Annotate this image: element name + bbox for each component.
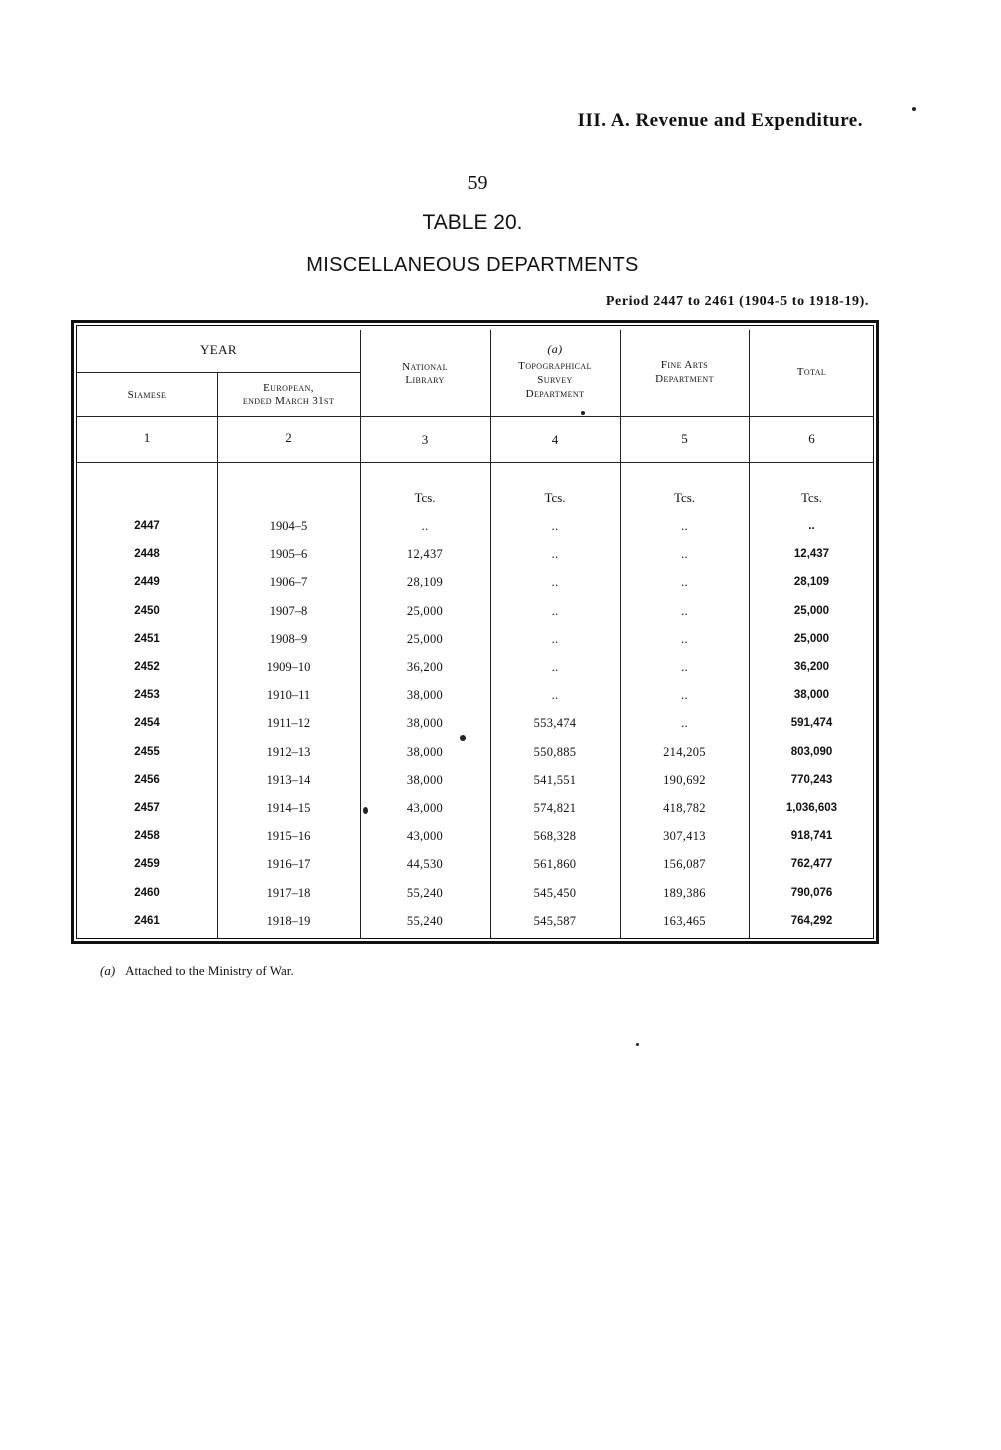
cell-total: 1,036,603 xyxy=(785,802,838,814)
section-title: III. A. Revenue and Expenditure. xyxy=(577,110,863,131)
header-national-line2: Library xyxy=(405,374,445,386)
cell-total: 12,437 xyxy=(793,548,830,561)
cell-european: 1913–14 xyxy=(266,772,311,787)
cell-topo: .. xyxy=(551,575,559,590)
cell-total: 764,292 xyxy=(790,914,833,927)
cell-european: 1906–7 xyxy=(269,575,308,590)
cell-national: 38,000 xyxy=(406,744,444,759)
cell-siamese: 2456 xyxy=(134,773,160,786)
cell-topo: .. xyxy=(551,519,559,533)
cell-fine: 156,087 xyxy=(663,857,706,872)
cell-fine: 307,413 xyxy=(663,829,706,844)
cell-european: 1909–10 xyxy=(266,660,311,674)
cell-total: 591,474 xyxy=(790,717,833,730)
cell-total: 762,477 xyxy=(790,858,833,871)
cell-total: .. xyxy=(808,520,815,532)
period-caption: Period 2447 to 2461 (1904-5 to 1918-19). xyxy=(605,294,869,309)
cell-total: 36,200 xyxy=(793,661,830,673)
header-fine-arts-line2: Department xyxy=(655,373,714,385)
column-number: 3 xyxy=(421,432,429,447)
unit-label: Tcs. xyxy=(414,490,436,505)
cell-topo: 545,450 xyxy=(533,885,577,900)
cell-fine: .. xyxy=(681,547,688,562)
cell-european: 1904–5 xyxy=(269,519,308,533)
column-number: 2 xyxy=(285,430,292,445)
scan-speck xyxy=(636,1043,639,1046)
cell-european: 1908–9 xyxy=(269,631,308,646)
cell-siamese: 2459 xyxy=(134,858,160,871)
cell-topo: 541,551 xyxy=(533,772,577,787)
scan-speck xyxy=(460,735,466,741)
header-topo-note-mark: (a) xyxy=(547,342,563,356)
cell-total: 803,090 xyxy=(790,745,833,758)
cell-topo: 553,474 xyxy=(533,716,577,731)
cell-siamese: 2460 xyxy=(134,886,160,899)
unit-label: Tcs. xyxy=(800,490,823,505)
cell-fine: .. xyxy=(681,688,688,703)
cell-european: 1914–15 xyxy=(266,801,311,815)
cell-national: 36,200 xyxy=(406,660,444,674)
cell-siamese: 2448 xyxy=(134,548,160,561)
cell-fine: .. xyxy=(681,631,688,646)
cell-fine: .. xyxy=(681,575,688,590)
cell-fine: .. xyxy=(681,660,688,674)
cell-european: 1915–16 xyxy=(266,829,311,844)
cell-topo: .. xyxy=(551,547,559,562)
scan-speck xyxy=(912,107,916,111)
cell-national: 38,000 xyxy=(406,688,444,703)
table-rule xyxy=(77,462,874,463)
footnote xyxy=(100,963,294,979)
table-rule xyxy=(77,416,874,417)
unit-label: Tcs. xyxy=(544,490,566,505)
column-number: 5 xyxy=(681,431,688,446)
cell-total: 25,000 xyxy=(793,632,830,645)
header-year: YEAR xyxy=(200,342,237,357)
cell-fine: 189,386 xyxy=(663,885,706,900)
cell-european: 1907–8 xyxy=(269,603,308,618)
cell-european: 1910–11 xyxy=(266,688,311,703)
column-number: 1 xyxy=(143,430,151,445)
table-rule xyxy=(217,372,218,938)
column-number: 4 xyxy=(551,432,559,447)
header-total: Total xyxy=(796,366,827,378)
cell-topo: 561,860 xyxy=(533,857,577,872)
cell-total: 918,741 xyxy=(790,830,833,843)
cell-siamese: 2451 xyxy=(134,632,160,645)
cell-topo: .. xyxy=(551,631,559,646)
cell-topo: 574,821 xyxy=(533,801,577,815)
cell-total: 38,000 xyxy=(793,689,830,702)
cell-total: 770,243 xyxy=(790,773,833,786)
cell-siamese: 2453 xyxy=(134,689,160,702)
scan-speck xyxy=(363,807,368,814)
cell-topo: 568,328 xyxy=(533,829,577,844)
cell-siamese: 2455 xyxy=(134,745,160,758)
cell-national: 43,000 xyxy=(406,801,444,815)
cell-national: 12,437 xyxy=(406,547,444,562)
cell-european: 1918–19 xyxy=(266,913,311,928)
cell-national: .. xyxy=(421,519,429,533)
cell-fine: 163,465 xyxy=(663,913,706,928)
header-topo-line2: Survey xyxy=(537,374,573,386)
cell-siamese: 2454 xyxy=(134,717,160,730)
cell-topo: .. xyxy=(551,660,559,674)
cell-total: 25,000 xyxy=(793,604,830,617)
footnote-text: Attached to the Ministry of War. xyxy=(125,963,294,978)
table-title: TABLE 20. xyxy=(422,211,523,234)
cell-topo: 545,587 xyxy=(533,913,577,928)
header-fine-arts-line1: Fine Arts xyxy=(660,359,709,371)
header-topo-line3: Department xyxy=(525,388,585,400)
cell-european: 1912–13 xyxy=(266,744,311,759)
cell-national: 28,109 xyxy=(406,575,444,590)
scan-speck xyxy=(581,411,585,415)
cell-siamese: 2452 xyxy=(134,661,160,673)
cell-european: 1916–17 xyxy=(266,857,311,872)
cell-total: 28,109 xyxy=(793,576,830,589)
column-number: 6 xyxy=(808,431,815,446)
cell-national: 44,530 xyxy=(406,857,444,872)
cell-siamese: 2461 xyxy=(134,914,160,927)
footnote-mark: (a) xyxy=(100,963,116,978)
cell-fine: 214,205 xyxy=(663,744,706,759)
cell-fine: .. xyxy=(681,519,688,533)
cell-fine: .. xyxy=(681,716,688,731)
cell-national: 43,000 xyxy=(406,829,444,844)
cell-fine: .. xyxy=(681,603,688,618)
cell-national: 38,000 xyxy=(406,772,444,787)
cell-topo: 550,885 xyxy=(533,744,577,759)
cell-national: 38,000 xyxy=(406,716,444,731)
cell-european: 1917–18 xyxy=(266,885,311,900)
cell-european: 1905–6 xyxy=(269,547,308,562)
header-european-line1: European, xyxy=(263,382,314,394)
cell-siamese: 2449 xyxy=(134,576,160,589)
cell-topo: .. xyxy=(551,688,559,703)
cell-fine: 418,782 xyxy=(663,801,706,815)
cell-national: 25,000 xyxy=(406,631,444,646)
cell-national: 55,240 xyxy=(406,885,444,900)
page-number: 59 xyxy=(467,172,488,194)
table-subtitle: MISCELLANEOUS DEPARTMENTS xyxy=(306,254,639,276)
unit-label: Tcs. xyxy=(673,490,696,505)
cell-topo: .. xyxy=(551,603,559,618)
cell-fine: 190,692 xyxy=(663,772,706,787)
cell-siamese: 2447 xyxy=(134,520,160,532)
header-european-line2: ended March 31st xyxy=(242,395,335,407)
cell-siamese: 2450 xyxy=(134,604,160,617)
header-siamese: Siamese xyxy=(127,389,167,401)
cell-national: 55,240 xyxy=(406,913,444,928)
cell-national: 25,000 xyxy=(406,603,444,618)
header-topo-line1: Topographical xyxy=(518,360,592,372)
cell-siamese: 2458 xyxy=(134,830,160,843)
table-rule xyxy=(77,372,360,373)
cell-european: 1911–12 xyxy=(266,716,311,731)
header-national-line1: National xyxy=(402,361,448,373)
cell-total: 790,076 xyxy=(790,886,833,899)
cell-siamese: 2457 xyxy=(134,802,160,814)
